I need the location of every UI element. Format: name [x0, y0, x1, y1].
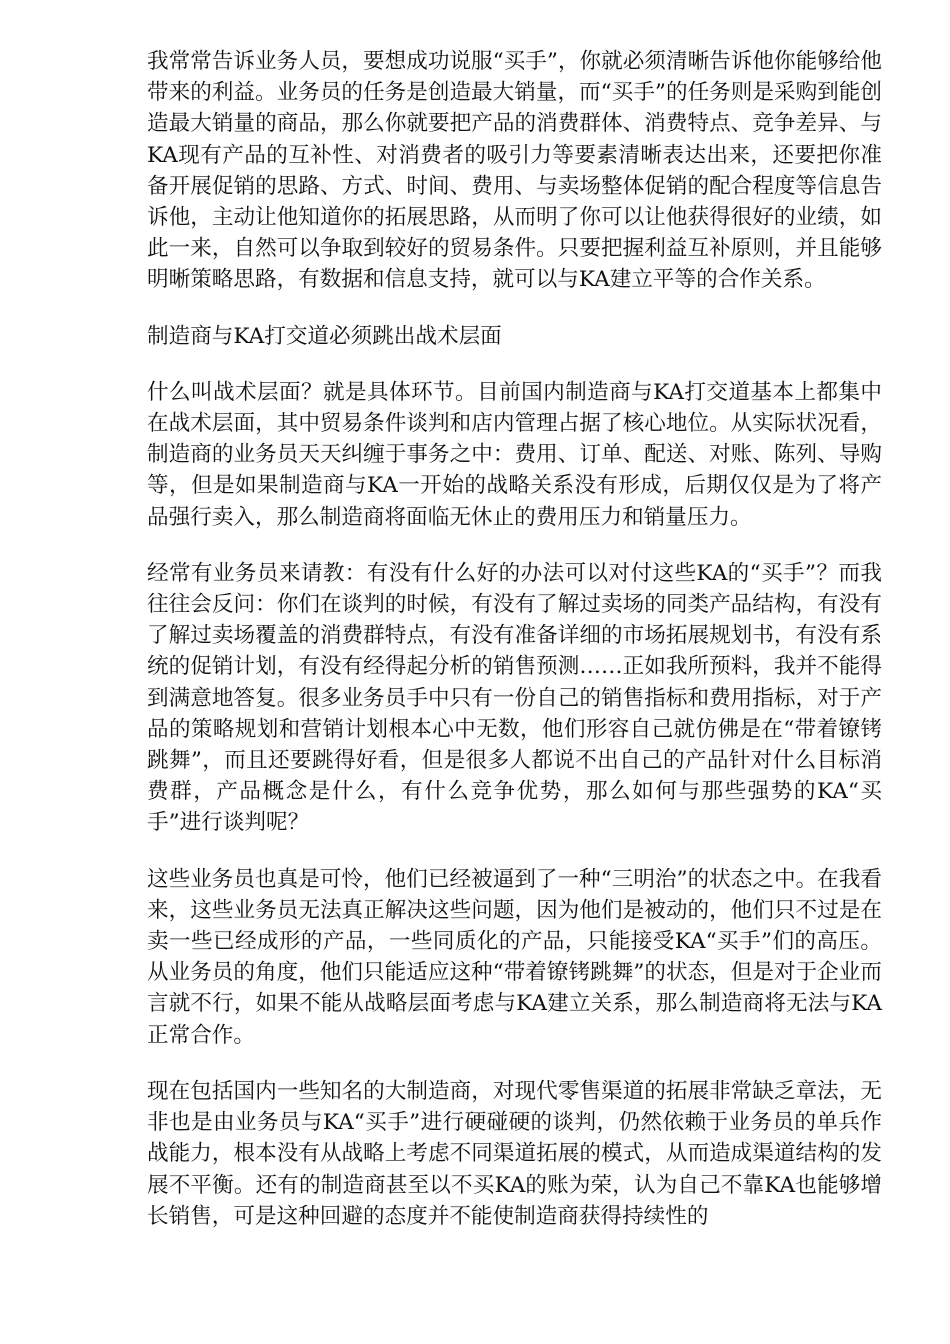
paragraph-buyer-question: 经常有业务员来请教：有没有什么好的办法可以对付这些KA的“买手”？而我往往会反问：你们在谈判的时候，有没有了解过卖场的同类产品结构，有没有了解过卖场覆盖的消费群特点，有没有准备详细的市场拓展规划书，有没有系统的促销计划，有没有经得起分析的销售预测……正如我所预料，我并不能得到满意地答复。很多业务员手中只有一份自己的销售指标和费用指标，对于产品的策略规划和营销计划根本心中无数，他们形容自己就仿佛是在“带着镣铐跳舞”，而且还要跳得好看，但是很多人都说不出自己的产品针对什么目标消费群，产品概念是什么，有什么竞争优势，那么如何与那些强势的KA“买手”进行谈判呢？ — [147, 560, 882, 836]
document-page — [147, 46, 882, 1232]
paragraph-intro: 我常常告诉业务人员，要想成功说服“买手”，你就必须清晰告诉他你能够给他带来的利益。业务员的任务是创造最大销量，而“买手”的任务则是采购到能创造最大销量的商品，那么你就要把产品的消费群体、消费特点、竞争差异、与KA现有产品的互补性、对消费者的吸引力等要素清晰表达出来，还要把你准备开展促销的思路、方式、时间、费用、与卖场整体促销的配合程度等信息告诉他，主动让他知道你的拓展思路，从而明了你可以让他获得很好的业绩，如此一来，自然可以争取到较好的贸易条件。只要把握利益互补原则，并且能够明晰策略思路，有数据和信息支持，就可以与KA建立平等的合作关系。 — [147, 49, 882, 293]
section-heading: 制造商与KA打交道必须跳出战术层面 — [147, 323, 502, 349]
paragraph-tactical-level: 什么叫战术层面？就是具体环节。目前国内制造商与KA打交道基本上都集中在战术层面，其中贸易条件谈判和店内管理占据了核心地位。从实际状况看，制造商的业务员天天纠缠于事务之中：费用、订单、配送、对账、陈列、导购等，但是如果制造商与KA一开始的战略关系没有形成，后期仅仅是为了将产品强行卖入，那么制造商将面临无休止的费用压力和销量压力。 — [147, 379, 882, 530]
paragraph-manufacturers: 现在包括国内一些知名的大制造商，对现代零售渠道的拓展非常缺乏章法，无非也是由业务员与KA“买手”进行硬碰硬的谈判，仍然依赖于业务员的单兵作战能力，根本没有从战略上考虑不同渠道拓展的模式，从而造成渠道结构的发展不平衡。还有的制造商甚至以不买KA的账为荣，认为自己不靠KA也能够增长销售，可是这种回避的态度并不能使制造商获得持续性的 — [147, 1078, 882, 1229]
paragraph-sandwich-state: 这些业务员也真是可怜，他们已经被逼到了一种“三明治”的状态之中。在我看来，这些业务员无法真正解决这些问题，因为他们是被动的，他们只不过是在卖一些已经成形的产品，一些同质化的产品，只能接受KA“买手”们的高压。从业务员的角度，他们只能适应这种“带着镣铐跳舞”的状态，但是对于企业而言就不行，如果不能从战略层面考虑与KA建立关系，那么制造商将无法与KA正常合作。 — [147, 866, 882, 1048]
